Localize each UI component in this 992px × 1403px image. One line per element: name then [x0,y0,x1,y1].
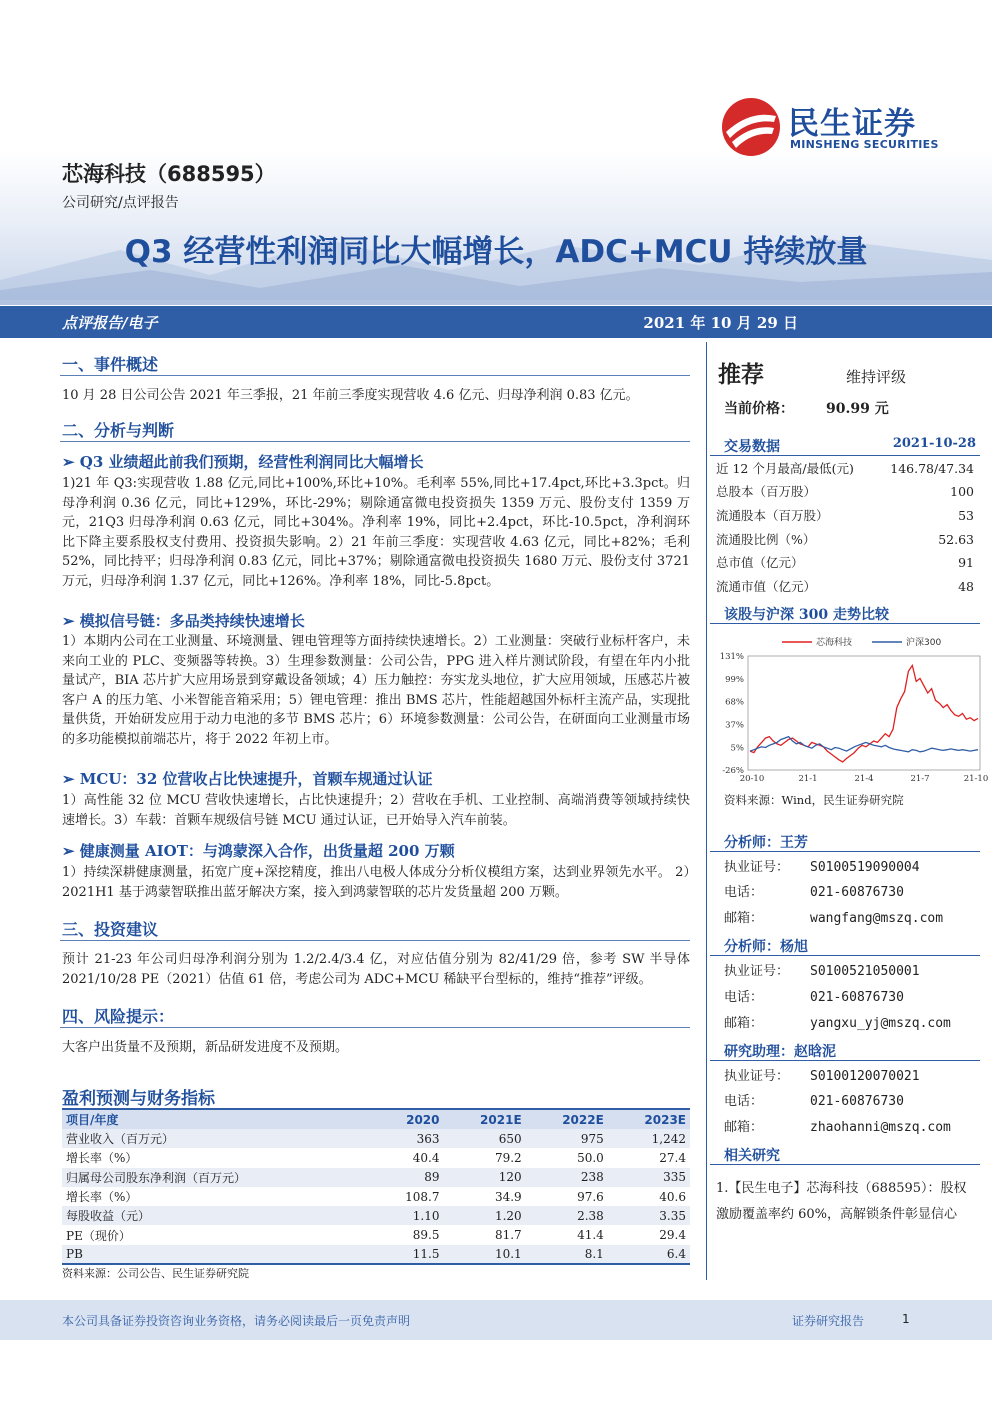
assistant-header [710,1039,980,1061]
table-cell: 8.1 [526,1245,608,1264]
table-cell: 2.38 [526,1206,608,1225]
trade-value: 48 [958,579,974,594]
analyst1-title: 分析师：王芳 [724,835,808,851]
table-cell: 每股收益（元） [62,1206,373,1225]
x-tick-label: 21-1 [798,774,818,784]
trade-row [716,528,974,552]
x-tick-label: 21-4 [854,774,874,784]
analyst2-header [710,934,980,956]
table-row [62,1129,690,1148]
analyst2-title: 分析师：杨旭 [724,939,808,955]
analyst-row [724,959,974,985]
y-tick-label: 131% [719,652,744,662]
analyst-label: 邮箱： [724,911,764,926]
analyst-row [724,855,974,881]
bullet-title-aiot: ➢ 健康测量 AIOT：与鸿蒙深入合作，出货量超 200 万颗 [62,842,455,860]
table-cell: 238 [526,1168,608,1187]
x-tick-label: 20-10 [739,774,765,784]
trade-label: 流通股本（百万股） [716,508,829,523]
forecast-table [62,1108,690,1265]
table-cell: 97.6 [577,1189,604,1204]
analyst-value: S0100120070021 [810,1069,920,1084]
analyst-label: 电话： [724,1094,764,1109]
investment-text: 预计 21-23 年公司归母净利润分别为 1.2/2.4/3.4 亿，对应估值分别为 82/41/29 倍，参考 SW 半导体 2021/10/28 PE（2021）估值 61 倍，考虑公司为 ADC+MCU 稀缺平台型标的，维持“推荐”评级。 [62,952,690,987]
analyst-label: 执业证号： [724,860,790,875]
table-row [62,1225,690,1244]
analyst-email[interactable]: wangfang@mszq.com [810,911,944,926]
report-date: 2021 年 10 月 29 日 [643,314,798,332]
table-cell: 89.5 [412,1228,440,1243]
table-row [62,1148,690,1167]
trade-label: 总市值（亿元） [716,555,804,570]
bullet-text-signal-chain: 1）本期内公司在工业测量、环境测量、锂电管理等方面持续快速增长。2）工业测量：突破行业标杆客户，未来向工业的 PLC、变频器等转换。3）生理参数测量：公司公告，PPG 进入样片测试阶段，有望在年内小批量试产，BIA 芯片扩大应用场景到穿戴设备领域；4）压力触控：夯实龙头地位，扩大应用领域，压感芯片被客户 A 的压力笔、小米智能音箱采用；5）锂电管理：推出 BMS 芯片，性能超越国外标杆主流产品，实现批量供货，开始研发应用于动力电池的多节 BMS 芯片；6）环境参数测量：公司公告，在研面向工业测量市场的多功能模拟前端芯片，将于 2022 年初上市。 [62,634,690,747]
series-line [750,665,978,762]
analyst-label: 电话： [724,990,764,1005]
table-cell: 363 [373,1129,443,1148]
section-title-risk: 四、风险提示： [62,1007,175,1026]
column-divider [706,342,707,1280]
related-header [710,1143,980,1165]
bullet-text-mcu: 1）高性能 32 位 MCU 营收快速增长，占比快速提升；2）营收在手机、工业控制、高端消费等领域持续快速增长。3）车载：首颗车规级信号链 MCU 通过认证，已开始导入汽车前装。 [62,793,690,828]
table-cell: 11.5 [373,1245,443,1264]
table-cell: 27.4 [659,1150,686,1165]
y-tick-label: -26% [722,766,744,776]
table-cell: 营业收入（百万元） [62,1129,373,1148]
legend-label: 沪深300 [906,638,942,648]
analyst-label: 执业证号： [724,1069,790,1084]
table-cell: 6.4 [608,1245,690,1264]
trade-row [716,575,974,599]
y-tick-label: 68% [725,697,744,708]
analyst-value: 021-60876730 [810,885,904,900]
analyst-row [724,985,974,1011]
table-cell: 40.4 [412,1150,440,1165]
column-header: 项目/年度 [62,1109,373,1129]
table-cell: 1,242 [608,1129,690,1148]
table-cell: 归属母公司股东净利润（百万元） [62,1168,373,1187]
table-cell: 335 [608,1168,690,1187]
rating: 推荐 [718,362,764,388]
analyst-email[interactable]: zhaohanni@mszq.com [810,1120,951,1135]
price-value: 90.99 元 [826,401,889,417]
bullet-text-aiot: 1）持续深耕健康测量，拓宽广度+深挖精度，推出八电极人体成分分析仪模组方案，达到业界领先水平。 2）2021H1 基于鸿蒙智联推出蓝牙解决方案，接入到鸿蒙智联的芯片发货量超 200 万颗。 [62,865,690,900]
table-cell: 81.7 [494,1228,522,1243]
table-cell: 29.4 [659,1228,686,1243]
table-cell: 10.1 [444,1245,526,1264]
analyst-row [724,1064,974,1090]
analyst-row [724,1089,974,1115]
analyst-value: 021-60876730 [810,990,904,1005]
table-cell: 50.0 [577,1150,604,1165]
trade-data-date: 2021-10-28 [892,436,976,451]
table-row [62,1245,690,1264]
analyst1-header [710,830,980,852]
table-header-row [62,1109,690,1129]
brand-logo [720,96,960,156]
trade-value: 100 [950,484,974,499]
y-tick-label: 37% [725,720,744,731]
trade-label: 流通市值（亿元） [716,579,817,594]
trade-row [716,551,974,575]
trade-data-header [710,434,980,456]
table-cell: PE（现价） [66,1228,131,1243]
trade-label: 近 12 个月最高/最低(元) [716,461,854,476]
trade-row [716,480,974,504]
assistant-title: 研究助理：赵晗泥 [724,1044,836,1060]
table-cell: 120 [444,1168,526,1187]
analyst-label: 执业证号： [724,964,790,979]
divider [60,1027,690,1028]
table-cell: 108.7 [405,1189,440,1204]
series-line [750,737,978,752]
logo-text-cn: 民生证券 [788,106,916,142]
divider [60,441,690,442]
bullet-text-q3: 1)21 年 Q3:实现营收 1.88 亿元,同比+100%,环比+10%。毛利率 55%,同比+17.4pct,环比+3.3pct。归母净利润 0.36 亿元，同比+129%，环比-29%；剔除通富微电投资损失 1359 万元、股份支付 1359 万元，21Q3 归母净利润 0.63 亿元，同比+304%。净利率 19%，同比+2.4pct，环比-10.5pct，净利润环比下降主要系股权支付费用、投资损失影响。2）21 年前三季度：实现营收 4.63 亿元，同比+82%；毛利 52%，同比持平；归母净利润 0.83 亿元，同比+37%；剔除通富微电投资损失 1680 万元、股份支付 3721 万元，归母净利润 1.37 亿元，同比+126%。净利率 18%，同比-5.8pct。 [62,476,690,589]
trade-value: 91 [958,555,974,570]
trade-data-title: 交易数据 [724,439,780,455]
analyst-label: 电话： [724,885,764,900]
table-row [62,1206,690,1225]
table-cell: 41.4 [577,1228,604,1243]
y-tick-label: 99% [725,675,744,686]
analyst-row [724,1011,974,1037]
divider [60,940,690,941]
table-row [62,1187,690,1206]
forecast-table-title: 盈利预测与财务指标 [62,1089,215,1109]
trade-label: 总股本（百万股） [716,484,817,499]
analyst-email[interactable]: yangxu_yj@mszq.com [810,1016,951,1031]
divider [60,375,690,376]
table-cell: 975 [526,1129,608,1148]
table-cell: 89 [373,1168,443,1187]
report-type: 公司研究/点评报告 [62,195,179,211]
related-report-link[interactable]: 1.【民生电子】芯海科技（688595）：股权激励覆盖率约 60%，高解锁条件彰显信心 [716,1181,967,1222]
x-tick-label: 21-10 [963,774,989,784]
analyst-row [724,1115,974,1141]
section-title-investment: 三、投资建议 [62,920,159,939]
table-cell: 1.10 [373,1206,443,1225]
analyst-value: 021-60876730 [810,1094,904,1109]
price-label: 当前价格： [724,401,794,417]
trade-row [716,504,974,528]
column-header: 2021E [444,1109,526,1129]
trade-row [716,457,974,481]
chart-header [710,602,980,624]
bullet-title-q3: ➢ Q3 业绩超此前我们预期，经营性利润同比大幅增长 [62,453,424,471]
table-cell: 增长率（%） [66,1190,138,1205]
rating-status: 维持评级 [846,368,907,386]
table-source: 资料来源：公司公告、民生证券研究院 [62,1267,249,1280]
analyst-value: S0100521050001 [810,964,920,979]
table-cell: 34.9 [494,1189,522,1204]
table-cell: 79.2 [494,1150,522,1165]
table-cell: 40.6 [659,1189,686,1204]
event-text: 10 月 28 日公司公告 2021 年三季报，21 年前三季度实现营收 4.6 亿元、归母净利润 0.83 亿元。 [62,388,639,403]
trade-value: 146.78/47.34 [890,461,974,476]
column-header: 2020 [373,1109,443,1129]
trend-chart [712,630,990,794]
table-cell: 增长率（%） [66,1151,138,1166]
related-title: 相关研究 [724,1148,780,1164]
footer-label: 证券研究报告 [792,1314,865,1328]
table-cell: 1.20 [444,1206,526,1225]
analyst-label: 邮箱： [724,1120,764,1135]
bullet-title-mcu: ➢ MCU：32 位营收占比快速提升，首颗车规通过认证 [62,770,433,788]
logo-text-en: MINSHENG SECURITIES [790,138,939,151]
column-header: 2023E [608,1109,690,1129]
analyst-value: S0100519090004 [810,860,920,875]
logo-icon [720,96,782,158]
trade-value: 53 [958,508,974,523]
report-title: Q3 经营性利润同比大幅增长，ADC+MCU 持续放量 [124,234,868,270]
company-name: 芯海科技（688595） [62,162,276,186]
trade-value: 52.63 [938,532,974,547]
table-row [62,1168,690,1187]
analyst-row [724,880,974,906]
bullet-title-signal-chain: ➢ 模拟信号链：多品类持续快速增长 [62,612,305,630]
chart-source: 资料来源：Wind，民生证券研究院 [724,793,904,807]
analyst-label: 邮箱： [724,1016,764,1031]
page-number: 1 [902,1312,910,1326]
x-tick-label: 21-7 [910,774,930,784]
column-header: 2022E [526,1109,608,1129]
y-tick-label: 5% [730,743,744,754]
report-category: 点评报告/电子 [62,314,158,332]
plot-area [748,656,980,770]
analyst-row [724,906,974,932]
section-title-event: 一、事件概述 [62,355,159,374]
table-cell: PB [62,1245,373,1264]
section-title-analysis: 二、分析与判断 [62,421,175,440]
table-cell: 3.35 [608,1206,690,1225]
chart-title: 该股与沪深 300 走势比较 [724,607,889,623]
trade-label: 流通股比例（%） [716,532,816,547]
footer-disclaimer: 本公司具备证券投资咨询业务资格，请务必阅读最后一页免责声明 [62,1314,411,1328]
table-cell: 650 [444,1129,526,1148]
legend-label: 芯海科技 [816,638,853,648]
risk-text: 大客户出货量不及预期，新品研发进度不及预期。 [62,1040,349,1055]
